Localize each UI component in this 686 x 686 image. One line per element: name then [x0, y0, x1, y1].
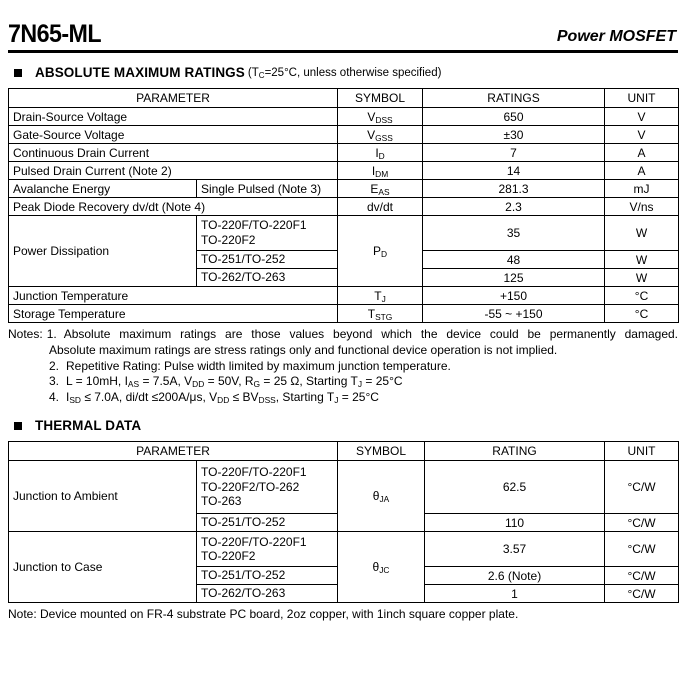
parameter-cell-junction-to-ambient: Junction to Ambient: [9, 461, 197, 532]
rating-cell: 3.57: [425, 532, 605, 567]
column-header-parameter: PARAMETER: [9, 442, 338, 461]
unit-cell: V: [605, 126, 679, 144]
rating-cell: -55 ~ +150: [423, 305, 605, 323]
thermal-data-table: [8, 441, 679, 603]
package-list-cell: [197, 585, 338, 603]
table-row: [9, 287, 679, 305]
column-header-parameter: PARAMETER: [9, 89, 338, 108]
header-divider: [8, 50, 678, 53]
note-text: Repetitive Rating: Pulse width limited by maximum junction temperature.: [66, 358, 451, 373]
rating-cell: 48: [423, 251, 605, 269]
parameter-cell: Storage Temperature: [9, 305, 338, 323]
package-name: TO-251/TO-252: [201, 252, 286, 267]
part-number-title: 7N65-ML: [8, 20, 101, 48]
rating-cell: 7: [423, 144, 605, 162]
package-name: TO-262/TO-263: [201, 586, 286, 601]
parameter-cell: Gate-Source Voltage: [9, 126, 338, 144]
parameter-cell-power-dissipation: Power Dissipation: [9, 216, 197, 287]
unit-cell: V/ns: [605, 198, 679, 216]
symbol-cell: $V_{DSS}$: [338, 108, 423, 126]
rating-cell: 1: [425, 585, 605, 603]
unit-cell: W: [605, 251, 679, 269]
rating-cell: 2.6 (Note): [425, 567, 605, 585]
package-list-cell: [197, 269, 338, 287]
parameter-cell: Drain-Source Voltage: [9, 108, 338, 126]
package-list-cell: [197, 567, 338, 585]
table-row: [9, 461, 679, 514]
symbol-cell: dv/dt: [338, 198, 423, 216]
thermal-bottom-note: Note: Device mounted on FR-4 substrate PC board, 2oz copper, with 1inch square copper plate.: [8, 607, 519, 622]
note-number: 1.: [46, 327, 57, 341]
unit-cell: A: [605, 144, 679, 162]
parameter-cell: Continuous Drain Current: [9, 144, 338, 162]
unit-cell: A: [605, 162, 679, 180]
unit-cell: W: [605, 216, 679, 251]
column-header-unit: UNIT: [605, 89, 679, 108]
rating-cell: 62.5: [425, 461, 605, 514]
package-name: TO-220F/TO-220F1: [201, 218, 307, 233]
table-row: [9, 162, 679, 180]
package-list-cell: [197, 461, 338, 514]
parameter-cell: Peak Diode Recovery dv/dt (Note 4): [9, 198, 338, 216]
rating-cell: +150: [423, 287, 605, 305]
unit-cell: °C/W: [605, 514, 679, 532]
note-item-1-continued: [8, 343, 678, 359]
package-name: TO-220F/TO-220F1: [201, 534, 307, 549]
parameter-condition-cell: Single Pulsed (Note 3): [197, 180, 338, 198]
note-number: 3.: [49, 374, 60, 389]
package-list-cell: [197, 216, 338, 251]
symbol-cell: $I_{DM}$: [338, 162, 423, 180]
unit-cell: °C: [605, 305, 679, 323]
symbol-cell: $\theta_{JA}$: [338, 461, 425, 532]
column-header-unit: UNIT: [605, 442, 679, 461]
unit-cell: mJ: [605, 180, 679, 198]
package-name: TO-263: [201, 494, 242, 509]
square-bullet-icon: [14, 422, 22, 430]
table-row: [9, 126, 679, 144]
symbol-cell: $T_{STG}$: [338, 305, 423, 323]
table-header-row: [9, 89, 679, 108]
symbol-cell: $I_D$: [338, 144, 423, 162]
section-heading-thermal-data: [8, 418, 678, 433]
parameter-cell-junction-to-case: Junction to Case: [9, 532, 197, 603]
package-name: TO-251/TO-252: [201, 568, 286, 583]
note-item-1: [8, 327, 678, 343]
section-title-text: THERMAL DATA: [35, 418, 142, 434]
rating-cell: 2.3: [423, 198, 605, 216]
unit-cell: °C/W: [605, 585, 679, 603]
symbol-cell: $V_{GSS}$: [338, 126, 423, 144]
package-name: TO-262/TO-263: [201, 270, 286, 285]
note-number: 2.: [49, 358, 60, 373]
symbol-cell: $E_{AS}$: [338, 180, 423, 198]
note-item-3: [8, 374, 678, 390]
package-list-cell: [197, 514, 338, 532]
column-header-symbol: SYMBOL: [338, 442, 425, 461]
rating-cell: ±30: [423, 126, 605, 144]
parameter-cell: Junction Temperature: [9, 287, 338, 305]
notes-label: Notes:: [8, 327, 43, 341]
section-heading-absolute-maximum-ratings: [8, 65, 678, 80]
note-text: $I_{SD} \le 7.0A$, di/dt ≤200A/μs, $V_{DD} \le BV_{DSS}$, Starting $T_J = 25^\circ C$: [66, 390, 379, 406]
table-header-row: [9, 442, 679, 461]
symbol-cell: $P_D$: [338, 216, 423, 287]
note-item-4: [8, 390, 678, 406]
absolute-maximum-ratings-table: [8, 88, 679, 323]
package-name: TO-220F2: [201, 549, 256, 564]
parameter-cell: Avalanche Energy: [9, 180, 197, 198]
rating-cell: 110: [425, 514, 605, 532]
table-row: [9, 305, 679, 323]
document-type-label: Power MOSFET: [556, 28, 676, 45]
unit-cell: W: [605, 269, 679, 287]
rating-cell: 650: [423, 108, 605, 126]
note-number: 4.: [49, 390, 60, 405]
package-name: TO-220F2: [201, 233, 256, 247]
package-name: TO-251/TO-252: [201, 515, 286, 530]
symbol-cell: $T_J$: [338, 287, 423, 305]
document-header: [8, 0, 678, 49]
symbol-cell: $\theta_{JC}$: [338, 532, 425, 603]
unit-cell: °C/W: [605, 567, 679, 585]
unit-cell: V: [605, 108, 679, 126]
table-row: [9, 216, 679, 251]
note-item-2: [8, 359, 678, 375]
package-name: TO-220F/TO-220F1: [201, 465, 307, 480]
rating-cell: 125: [423, 269, 605, 287]
table-row: [9, 198, 679, 216]
table-row: [9, 180, 679, 198]
package-list-cell: [197, 251, 338, 269]
section-title-text: ABSOLUTE MAXIMUM RATINGS: [35, 65, 245, 80]
table-row: [9, 144, 679, 162]
column-header-symbol: SYMBOL: [338, 89, 423, 108]
unit-cell: °C: [605, 287, 679, 305]
note-text: Absolute maximum ratings are stress ratings only and functional device operation is not implied.: [49, 342, 558, 357]
notes-block: [8, 327, 678, 406]
rating-cell: 14: [423, 162, 605, 180]
table-row: [9, 108, 679, 126]
column-header-rating: RATING: [425, 442, 605, 461]
unit-cell: °C/W: [605, 532, 679, 567]
parameter-cell: Pulsed Drain Current (Note 2): [9, 162, 338, 180]
table-row: [9, 532, 679, 567]
rating-cell: 35: [423, 216, 605, 251]
note-text: L = 10mH, $I_{AS} = 7.5A$, $V_{DD} = 50V$, $R_G = 25$ Ω, Starting $T_J = 25^\circ C$: [66, 374, 403, 390]
package-name: TO-220F2/TO-262: [201, 479, 300, 494]
package-list-cell: [197, 532, 338, 567]
unit-cell: °C/W: [605, 461, 679, 514]
rating-cell: 281.3: [423, 180, 605, 198]
section-condition-text: ($T_C=25^\circ C$, unless otherwise specified): [247, 66, 442, 80]
square-bullet-icon: [14, 69, 22, 77]
note-text: Absolute maximum ratings are those values beyond which the device could be permanently damaged.: [63, 327, 678, 341]
column-header-ratings: RATINGS: [423, 89, 605, 108]
